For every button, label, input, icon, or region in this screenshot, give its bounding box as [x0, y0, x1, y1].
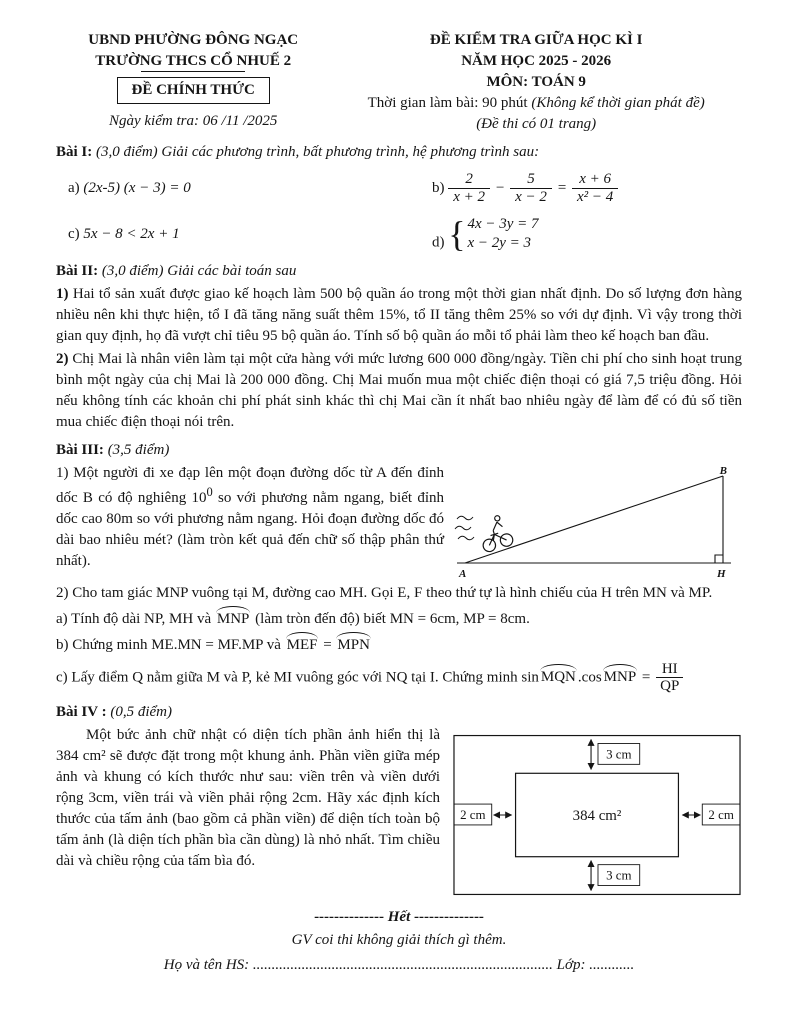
class-blank: ............: [589, 956, 635, 973]
border-bottom-label: 3 cm: [606, 867, 632, 883]
student-name-line: [56, 955, 742, 976]
bai4-problem-text: Một bức ảnh chữ nhật có diện tích phần ảnh hiển thị là 384 cm² sẽ được đặt trong một khung ảnh. Phần viền giữa mép ảnh và khung có kích thước như sau: viền trên và viền dưới rộng 3cm, viền trái và viền phải rộng 2cm. Hãy xác định kích thước của tấm ảnh (bao gồm cả phần viền) để diện tích toàn bộ tấm ảnh (là diện tích phần bìa cần dùng) là nhỏ nhất. Tìm chiều dài và chiều rộng của tấm bìa đó.: [56, 726, 440, 869]
angle-MQN: MQN: [539, 667, 578, 688]
bai3-problem-1-text: [56, 463, 444, 581]
bai1-item-d-label: d): [431, 234, 445, 250]
exam-date: Ngày kiểm tra: 06 /11 /2025: [108, 113, 278, 129]
footer: [56, 907, 742, 976]
bai1-item-a-label: a): [68, 180, 80, 197]
angle-MNP: MNP: [215, 609, 252, 630]
bai1-row-1: [68, 171, 742, 207]
angle-MEF: MEF: [285, 635, 320, 656]
system-equation-2: x − 2y = 3: [467, 235, 532, 251]
bai3-qb-equals: =: [319, 636, 336, 653]
bai1-label: Bài I:: [56, 144, 93, 160]
bai2-problem-1-text: Hai tổ sản xuất được giao kế hoạch làm 500 bộ quần áo trong một thời gian nhất định. Do số lượng đơn hàng nhiều nên khi thực hiện, tổ I đã tăng năng suất thêm 15%, tổ II tăng thêm 25% so với dự định. Vì vậy trong thời gian quy định, họ đã vượt chỉ tiêu 95 bộ quần áo. Tính số bộ quần áo mỗi tổ phải làm theo kế hoạch ban đầu.: [56, 285, 743, 344]
bai3-desc: (3,5 điểm): [107, 441, 170, 458]
bai1-item-c: [68, 224, 432, 245]
bai3-label: Bài III:: [56, 441, 104, 458]
end-dashes-right: --------------: [414, 908, 484, 925]
bai3-question-c: [56, 661, 742, 695]
fraction-HI-QP: [656, 661, 683, 695]
school-name: TRƯỜNG THCS CỔ NHUẾ 2: [95, 51, 291, 72]
border-top-label: 3 cm: [606, 745, 632, 761]
fraction-QP: QP: [660, 678, 680, 694]
student-name-label: Họ và tên HS:: [163, 956, 253, 973]
bai3-problem-1: [56, 463, 742, 581]
bai3-p1-text-post: so với phương nằm ngang, biết đỉnh dốc cao 80m so với phương nằm ngang. Hỏi đoạn đường dốc đó dài bao nhiêu mét? (làm tròn kết quả đến chữ số thập phân thứ nhất).: [56, 489, 444, 569]
official-box-wrap: [56, 72, 330, 108]
class-label: Lớp:: [552, 956, 590, 973]
bai3-qb-pre: b) Chứng minh ME.MN = MF.MP và: [56, 636, 285, 653]
bai3-question-a: [56, 609, 742, 630]
equals-operator: =: [556, 180, 568, 197]
bai1-item-c-expression: 5x − 8 < 2x + 1: [83, 225, 180, 242]
bai2-problem-2: [56, 349, 742, 433]
cyclist-icon: [476, 513, 515, 553]
border-right-label: 2 cm: [708, 806, 734, 822]
sin-function: sin: [521, 668, 539, 685]
bai4-desc: (0,5 điểm): [110, 703, 172, 720]
fraction-1-denominator: x + 2: [453, 189, 485, 206]
vertex-label-A: A: [459, 567, 467, 580]
duration-line: [330, 93, 742, 114]
motion-squiggles-icon: [455, 516, 474, 540]
fraction-2: [510, 171, 552, 207]
bai3-p1-text-pre: 1) Một người đi xe đạp lên một đoạn đường dốc từ A đến đỉnh dốc B có độ nghiêng 10: [56, 464, 444, 506]
fraction-1: [448, 171, 490, 207]
fraction-1-numerator: 2: [448, 171, 490, 189]
school-name-line: [56, 51, 330, 72]
subject: MÔN: TOÁN 9: [486, 74, 586, 90]
bai2-desc: (3,0 điểm) Giải các bài toán sau: [101, 262, 297, 279]
bai3-qa-post: (làm tròn đến độ) biết MN = 6cm, MP = 8cm.: [251, 610, 530, 627]
fraction-HI: HI: [656, 661, 683, 679]
duration-text: Thời gian làm bài: 90 phút: [367, 95, 532, 111]
bai4-problem: [56, 725, 742, 897]
bai3-question-b: [56, 635, 742, 656]
bai1-item-b: [432, 171, 742, 207]
bai1-item-d: [432, 215, 742, 254]
system-brace: {: [448, 214, 466, 254]
bai2-heading: [56, 261, 742, 282]
minus-operator: −: [494, 180, 506, 197]
bai1-item-a-expression: (2x-5) (x − 3) = 0: [83, 180, 191, 197]
bai2-problem-1: [56, 284, 742, 347]
bai1-item-a: [68, 178, 432, 199]
school-year: NĂM HỌC 2025 - 2026: [461, 53, 612, 69]
bai1-item-b-label: b): [431, 180, 445, 197]
photo-frame-diagram: [452, 733, 742, 897]
student-name-blank: ................................................................................: [252, 956, 553, 973]
department-name: UBND PHƯỜNG ĐÔNG NGẠC: [88, 32, 299, 48]
cos-function: cos: [581, 668, 602, 685]
fraction-2-denominator: x − 2: [515, 189, 547, 206]
bai3-figure: [454, 463, 742, 581]
end-word: Hết: [387, 908, 411, 925]
bai2-problem-2-text: Chị Mai là nhân viên làm tại một cửa hàng với mức lương 600 000 đồng/ngày. Tiền chi phí cho sinh hoạt trung bình một ngày của chị Mai là 200 000 đồng. Chị Mai muốn mua một chiếc điện thoại có giá 7,5 triệu đồng. Hỏi nếu không tính các khoản chi phí phát sinh khác thì chị Mai cần ít nhất bao nhiêu ngày để làm để có đủ số tiền mua chiếc điện thoại nói trên.: [56, 350, 742, 430]
vertex-label-H: H: [717, 567, 726, 580]
bai3-qa-pre: a) Tính độ dài NP, MH và: [56, 610, 215, 627]
degree-superscript: 0: [206, 484, 213, 499]
bai1-item-c-label: c): [68, 225, 80, 242]
angle-MPN: MPN: [335, 635, 372, 656]
fraction-3: [572, 171, 618, 207]
bai3-heading: [56, 440, 742, 461]
border-left-label: 2 cm: [460, 806, 486, 822]
bai4-figure: [452, 725, 742, 897]
bai4-heading: [56, 702, 742, 723]
bai2-problem-1-number: 1): [56, 285, 69, 302]
vertex-label-B: B: [719, 464, 727, 477]
pages-note: (Đề thi có 01 trang): [476, 116, 597, 132]
angle-MNP-2: MNP: [602, 667, 639, 688]
bai4-label: Bài IV :: [56, 703, 107, 720]
bai3-qc-pre: c) Lấy điểm Q nằm giữa M và P, kẻ MI vuông góc với NQ tại I. Chứng minh: [56, 668, 522, 685]
photo-area-label: 384 cm²: [572, 807, 622, 824]
proctor-note: GV coi thi không giải thích gì thêm.: [291, 931, 507, 948]
header-left: [56, 30, 330, 135]
end-dashes-left: --------------: [314, 908, 384, 925]
exam-title: ĐỀ KIỂM TRA GIỮA HỌC KÌ I: [429, 32, 643, 48]
header: [56, 30, 742, 135]
end-line: [56, 907, 742, 928]
bai2-problem-2-number: 2): [56, 350, 69, 367]
bai1-heading: [56, 142, 742, 163]
header-right: [330, 30, 742, 135]
bai2-label: Bài II:: [56, 262, 99, 279]
bai1-item-b-expression: [448, 171, 618, 207]
fraction-2-numerator: 5: [510, 171, 552, 189]
system-equations: [467, 215, 538, 254]
fraction-3-denominator: x² − 4: [577, 189, 614, 206]
official-exam-badge: ĐỀ CHÍNH THỨC: [117, 77, 270, 104]
slope-diagram: [454, 463, 742, 581]
bai1-row-2: [68, 215, 742, 254]
bai3-qc-equals: =: [638, 668, 655, 685]
duration-note: (Không kể thời gian phát đề): [531, 95, 705, 111]
bai1-desc: (3,0 điểm) Giải các phương trình, bất phương trình, hệ phương trình sau:: [96, 144, 540, 160]
multiply-dot: .: [577, 668, 582, 685]
fraction-3-numerator: x + 6: [572, 171, 618, 189]
bai3-problem-2: 2) Cho tam giác MNP vuông tại M, đường cao MH. Gọi E, F theo thứ tự là hình chiếu của H trên MN và MP.: [56, 584, 713, 601]
equation-system: [448, 215, 538, 254]
system-equation-1: 4x − 3y = 7: [467, 215, 539, 232]
